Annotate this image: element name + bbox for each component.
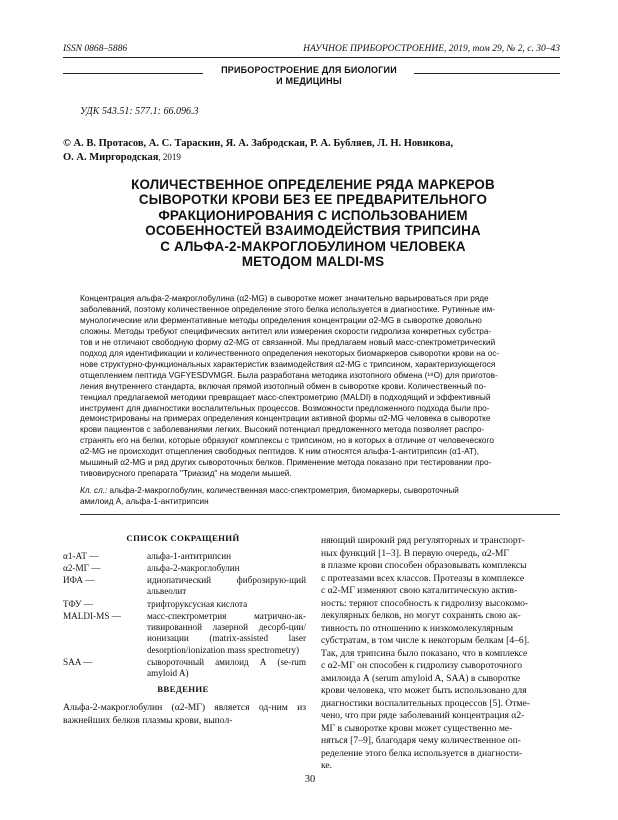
abbreviation-value: альфа-2-макроглобулин [147, 563, 240, 573]
abstract [80, 294, 565, 480]
abbreviation-key: ИФА — [63, 575, 95, 585]
udk-code: УДК 543.51: 577.1: 66.096.3 [80, 106, 199, 117]
abbreviations-heading: СПИСОК СОКРАЩЕНИЙ [126, 533, 240, 543]
abstract-line: тов и не отличают свободную форму α2-MG от связанной. Мы предлагаем новый масс-спектрометрический [80, 337, 496, 347]
body-line: лекулярных белков, но могут сохранять свою ак- [321, 610, 521, 621]
abbreviation-entry [63, 575, 306, 599]
section-heading-line2: И МЕДИЦИНЫ [276, 76, 342, 86]
body-right-column [321, 535, 564, 773]
abstract-line: мунологические или ферментативные методы определения концентрации α2-MG в сыворотке довольно [80, 315, 482, 325]
abbreviation-entry [63, 599, 306, 611]
abstract-line: тенциал предлагаемой методики превращает масс-спектрометрию (MALDI) в подходящий и эффективный [80, 392, 491, 402]
keywords [80, 485, 530, 507]
keywords-line2: амилоид А, альфа-1-антитрипсин [80, 497, 209, 506]
authors-line1: А. В. Протасов, А. С. Тараскин, Я. А. Забродская, Р. А. Бубляев, Л. Н. Новикова, [73, 138, 454, 149]
abbreviation-key: MALDI-MS — [63, 611, 121, 621]
abstract-line: крови пациентов с заболеваниями легких. Высокий потенциал предложенного метода позволяет распро- [80, 425, 485, 435]
abbreviation-entry [63, 551, 306, 563]
body-line: субстратам, в том числе к некоторым белкам [4–6]. [321, 635, 530, 646]
abbreviation-key: SAA — [63, 657, 93, 667]
abbreviation-key: α2-МГ — [63, 563, 101, 573]
title-line: ФРАКЦИОНИРОВАНИЯ С ИСПОЛЬЗОВАНИЕМ [158, 207, 468, 223]
abbreviation-value: альфа-1-антитрипсин [147, 551, 232, 561]
abstract-line: отщеплением пептида VGFYESDVMGR. Была разработана методика изотопного обмена (¹⁸O) для приготов- [80, 370, 498, 380]
page-number: 30 [304, 774, 316, 785]
section-rule-left [63, 73, 203, 74]
abbreviation-key: ТФУ — [63, 599, 93, 609]
abstract-line: заболеваний, поэтому количественное определение этого белка используется в диагностике. Рутинные им- [80, 304, 496, 314]
body-line: ке. [321, 760, 333, 771]
body-line: чено, что при ряде заболеваний концентрация α2- [321, 710, 525, 721]
copyright-year: , 2019 [158, 151, 181, 162]
keywords-line1: альфа-2-макроглобулин, количественная масс-спектрометрия, биомаркеры, сывороточный [109, 486, 459, 495]
authors-line2: О. А. Миргородская [63, 151, 159, 163]
abstract-line: мышиный α2-MG и ряд других сывороточных белков. Применение метода показано при тестировании про- [80, 458, 492, 468]
abstract-line: тивовирусного препарата "Триазид" на модели мышей. [80, 469, 292, 479]
issn: ISSN 0868–5886 [63, 44, 128, 54]
body-line: диагностики воспалительных процессов [5]. Отме- [321, 697, 530, 709]
article-title [88, 177, 538, 269]
title-line: С АЛЬФА-2-МАКРОГЛОБУЛИНОМ ЧЕЛОВЕКА [160, 238, 466, 254]
copyright-symbol: © [63, 138, 71, 149]
body-line: с α2-МГ изменяют свою каталитическую актив- [321, 585, 518, 596]
body-line: ределение этого белка используется в диагности- [321, 747, 523, 759]
body-line: Так, для трипсина было показано, что в комплексе [321, 647, 528, 659]
abstract-line: ления внутреннего стандарта, включая прямой изотопный обмен в сыворотке крови. Количественный по- [80, 381, 486, 391]
section-heading-line1: ПРИБОРОСТРОЕНИЕ ДЛЯ БИОЛОГИИ [221, 65, 397, 75]
body-line: в плазме крови способен образовывать комплексы [321, 560, 527, 571]
body-line: няющий широкий ряд регуляторных и транспорт- [321, 535, 525, 546]
header-rule [63, 57, 560, 58]
abbreviation-entry [63, 563, 306, 575]
section-heading [200, 65, 418, 87]
keywords-label: Кл. сл.: [80, 486, 108, 495]
body-line: амилоида А (serum amyloid A, SAA) в сыворотке [321, 672, 521, 684]
body-line: тивность по отношению к низкомолекулярным [321, 622, 514, 634]
body-line: МГ в сыворотке крови может существенно ме- [321, 722, 513, 734]
abbreviation-entry [63, 657, 306, 681]
section-rule-right [414, 73, 560, 74]
title-line: СЫВОРОТКИ КРОВИ БЕЗ ЕЕ ПРЕДВАРИТЕЛЬНОГО [138, 192, 488, 208]
introduction-heading: ВВЕДЕНИЕ [157, 684, 209, 694]
abstract-line: странять его на белки, которые образуют комплексы с трипсином, но в которых в отличие от человеческого [80, 436, 494, 446]
abbreviation-value: идиопатический фиброзирую-щий альвеолит [147, 575, 306, 597]
abbreviation-value: трифторуксусная кислота [147, 599, 248, 609]
abbreviation-value: сывороточный амилоид А (se-rum amyloid A) [147, 657, 306, 679]
body-line: ность: теряют способность к гидролизу высокомо- [321, 597, 529, 609]
body-line: няться [7–9], благодаря чему количественное оп- [321, 735, 521, 746]
abbreviation-entry [63, 611, 306, 657]
abstract-line: сложны. Методы требуют специфических антител или измерения скорости гидролиза конкретных субстра- [80, 326, 492, 336]
abstract-line: Концентрация альфа-2-макроглобулина (α2-MG) в сыворотке может значительно варьироваться при ряде [80, 294, 489, 303]
abbreviation-value: масс-спектрометрия матрично-ак-тивированной лазерной десорб-ции/ионизации (matrix-assisted laser desorption/ionization mass spectrometry) [147, 611, 306, 655]
body-line: крови человека, что может быть использовано для [321, 685, 527, 696]
abstract-line: подход для идентификации и количественного определения некоторых биомаркеров сыворотки крови на ос- [80, 348, 500, 358]
keywords-rule [80, 514, 560, 515]
title-line: ОСОБЕННОСТЕЙ ВЗАИМОДЕЙСТВИЯ ТРИПСИНА [145, 223, 481, 239]
abstract-line: α2-MG не происходит отщепления свободных пептидов. К ним относятся альфа-1-антитрипсин (α1-AT), [80, 447, 480, 457]
body-line: ных функций [1–3]. В первую очередь, α2-МГ [321, 547, 509, 559]
title-line: МЕТОДОМ MALDI-MS [241, 254, 385, 270]
title-line: КОЛИЧЕСТВЕННОЕ ОПРЕДЕЛЕНИЕ РЯДА МАРКЕРОВ [131, 177, 495, 192]
body-line: с α2-МГ он способен к гидролизу сывороточного [321, 660, 522, 671]
body-line: с протеазами всех классов. Протеазы в комплексе [321, 572, 525, 584]
abstract-line: демонстрированы на примерах определения концентрации активной формы α2-MG человека в сыворотке [80, 414, 491, 424]
abbreviation-key: α1-АТ — [63, 551, 99, 561]
author-list [63, 137, 563, 164]
abstract-line: инструмент для диагностики воспалительных процессов. Возможности предложенного подхода были про- [80, 403, 490, 413]
introduction-text: Альфа-2-макроглобулин (α2-МГ) является од-ним из важнейших белков плазмы крови, выпол- [63, 702, 306, 726]
abstract-line: нове структурно-функциональных характеристик взаимодействия α2-MG с трипсином, характеризующегося [80, 359, 496, 369]
journal-citation: НАУЧНОЕ ПРИБОРОСТРОЕНИЕ, 2019, том 29, № 2, c. 30–43 [303, 44, 560, 54]
